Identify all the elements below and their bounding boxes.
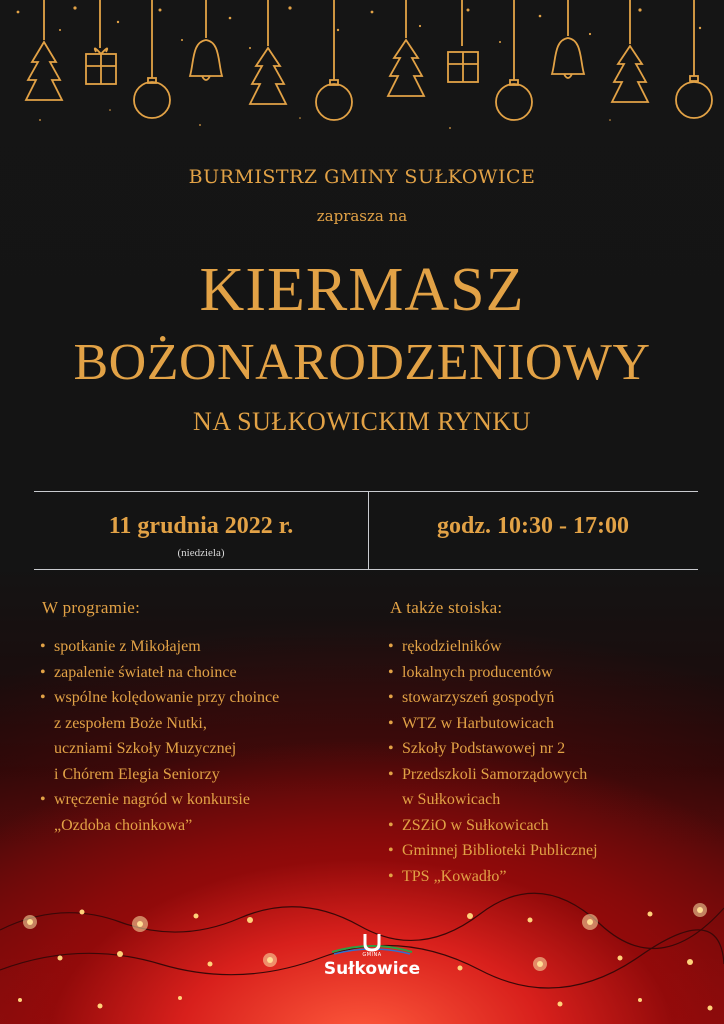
event-date: 11 grudnia 2022 r. [108,513,294,539]
christmas-tree-icon [388,40,424,96]
divider-top [34,491,698,492]
stall-item [388,711,708,737]
christmas-tree-icon [250,48,286,104]
program-item [40,787,360,838]
stall-item-line: w Sułkowicach [402,791,501,808]
program-item-line: • wręczenie nagród w konkursie [54,791,250,808]
municipality-logo [312,930,432,990]
stall-item-line: • Gminnej Biblioteki Publicznej [402,842,598,859]
program-item-line: • wspólne kolędowanie przy choince [54,689,280,706]
christmas-tree-icon [612,46,648,102]
divider-bottom [34,569,698,570]
stall-item-line: • lokalnych producentów [402,663,553,681]
program-item-line: „Ozdoba choinkowa” [54,816,193,834]
bauble-icon [134,82,170,118]
program-list [40,634,360,838]
event-hours: godz. 10:30 - 17:00 [437,513,629,539]
logo-name: Sułkowice [323,959,421,979]
stall-item [388,762,708,813]
stall-item [388,736,708,762]
program-section [40,598,360,838]
program-item-line: i Chórem Elegia Seniorzy [54,765,220,783]
event-title-line2: BOŻONARODZENIOWY [73,334,651,391]
bauble-icon [316,84,352,120]
stall-item-line: • TPS „Kowadło” [402,867,507,885]
stall-item-line: • WTZ w Harbutowicach [402,714,554,732]
event-title-line1: KIERMASZ [199,256,525,324]
stall-item [388,660,708,686]
stall-item [388,685,708,711]
program-item-line: uczniami Szkoły Muzycznej [54,740,237,757]
invites-text: zaprasza na [316,207,408,225]
event-weekday: (niedziela) [177,547,225,559]
stall-item [388,634,708,660]
event-location: NA SUŁKOWICKIM RYNKU [193,407,531,436]
stall-item-line: • ZSZiO w Sułkowicach [402,816,549,834]
christmas-tree-icon [26,42,62,100]
organizer-heading: BURMISTRZ GMINY SUŁKOWICE [188,166,536,188]
logo-small-text: GMINA [362,952,382,958]
program-heading: W programie: [42,598,141,617]
program-item-line: • spotkanie z Mikołajem [54,638,201,655]
stalls-list [388,634,708,889]
hanging-ornaments [0,0,724,140]
program-item [40,634,360,660]
program-item [40,660,360,686]
bauble-icon [676,82,712,118]
program-item-line: • zapalenie świateł na choince [54,663,237,681]
program-item-line: z zespołem Boże Nutki, [54,714,207,732]
stalls-heading: A także stoiska: [390,598,503,617]
stall-item-line: • Przedszkoli Samorządowych [402,765,588,783]
stall-item [388,813,708,839]
bauble-icon [496,84,532,120]
bell-icon [552,38,584,78]
stall-item-line: • Szkoły Podstawowej nr 2 [402,740,566,757]
stalls-section [388,598,708,889]
stall-item-line: • stowarzyszeń gospodyń [402,689,555,706]
program-item [40,685,360,787]
stall-item-line: • rękodzielników [402,638,502,655]
bell-icon [190,40,222,80]
